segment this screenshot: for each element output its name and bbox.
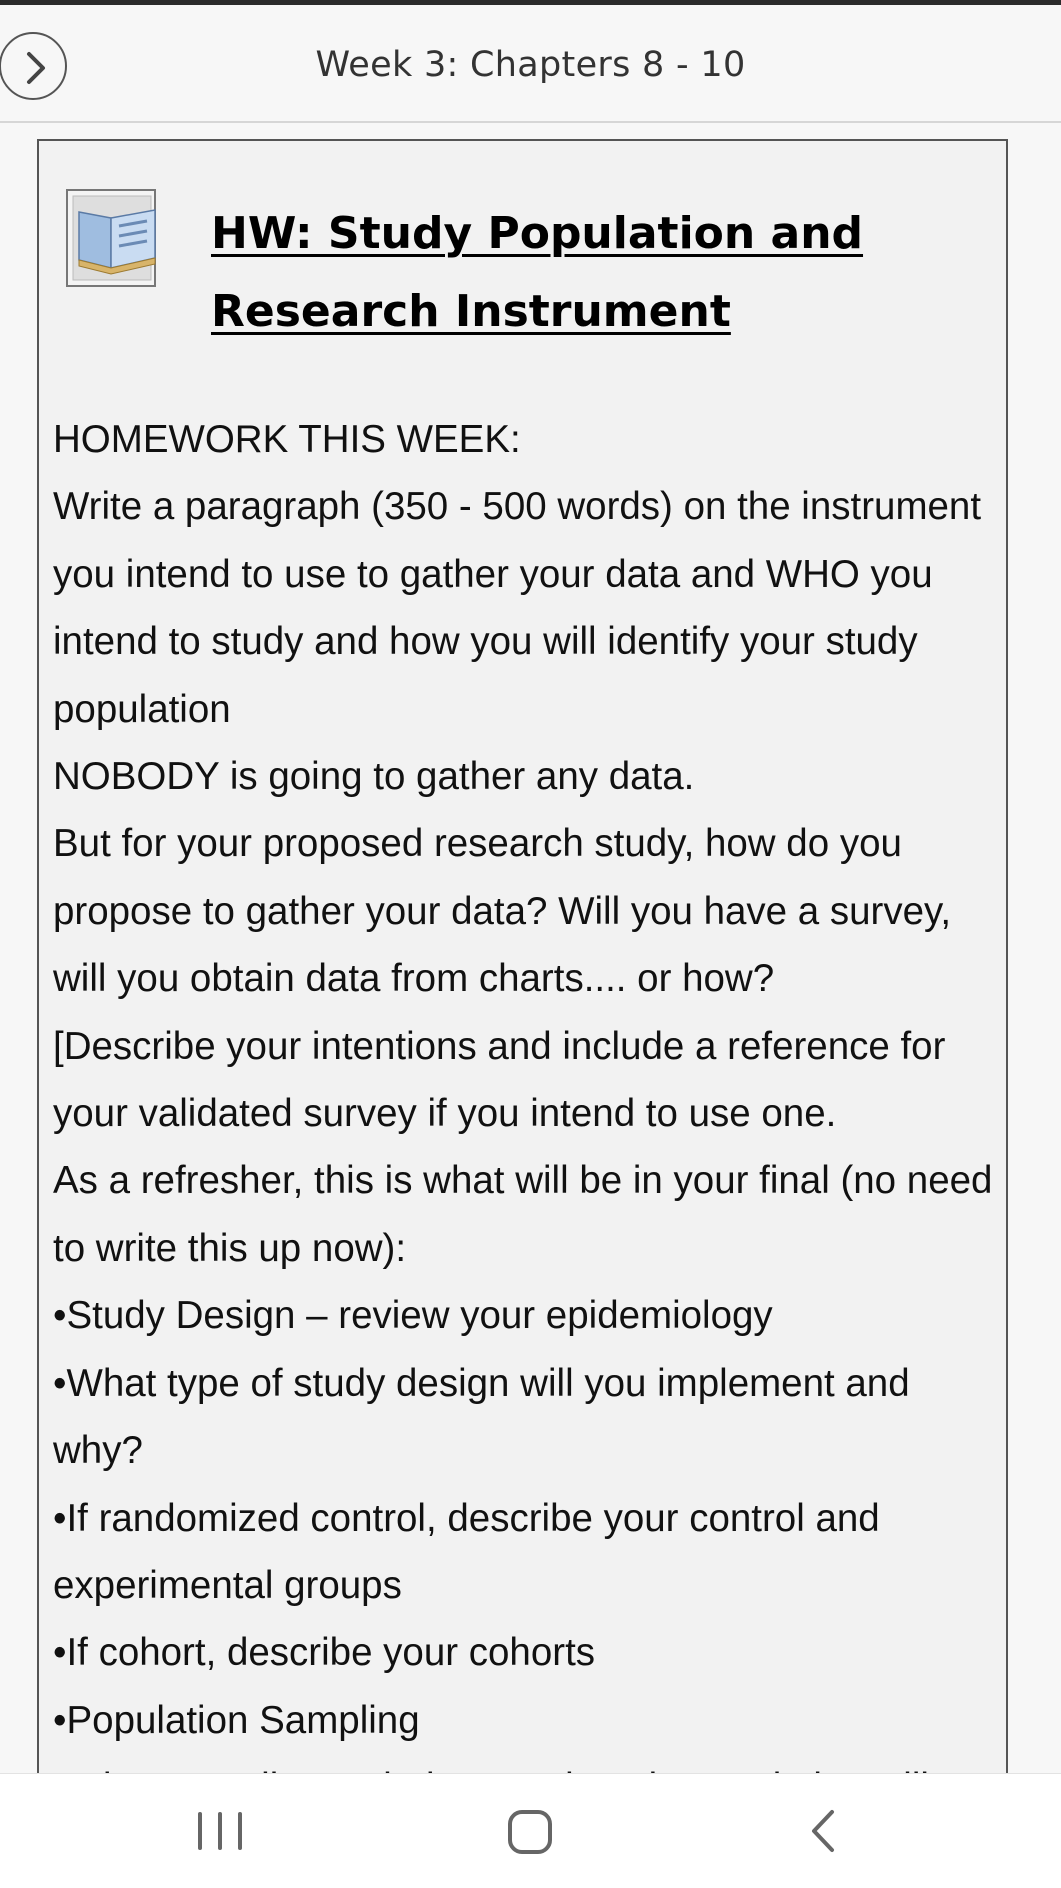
header-bar xyxy=(0,5,1061,123)
page-title: Week 3: Chapters 8 - 10 xyxy=(315,45,746,85)
paragraph: But for your proposed research study, how do you propose to gather your data? Will you have a survey, will you obtain data from charts.... or how? xyxy=(53,822,952,1001)
paragraph: As a refresher, this is what will be in your final (no need to write this up now): xyxy=(53,1159,993,1270)
paragraph: [Describe your intentions and include a reference for your validated survey if you intend to use one. xyxy=(53,1024,946,1136)
bullet-item: •Study Design – review your epidemiology xyxy=(53,1294,773,1338)
homework-description xyxy=(53,406,1003,1888)
document-icon xyxy=(65,188,161,288)
bullet-item: •Population Sampling xyxy=(53,1698,420,1742)
back-icon[interactable] xyxy=(782,1774,862,1888)
bullet-item: •If randomized control, describe your control and experimental groups xyxy=(53,1496,880,1607)
bullet-item: •What type of study design will you implement and why? xyxy=(53,1361,910,1473)
system-navigation-bar xyxy=(0,1773,1061,1888)
homework-title-link[interactable]: HW: Study Population and Research Instrument xyxy=(211,208,864,337)
recent-apps-icon[interactable] xyxy=(180,1774,260,1888)
paragraph: Write a paragraph (350 - 500 words) on the instrument you intend to use to gather your data and WHO you intend to study and how you will identify your study population xyxy=(53,485,982,731)
paragraph: NOBODY is going to gather any data. xyxy=(53,755,695,799)
home-icon[interactable] xyxy=(490,1774,570,1888)
paragraph: HOMEWORK THIS WEEK: xyxy=(53,418,521,461)
bullet-item: •If cohort, describe your cohorts xyxy=(53,1631,596,1675)
content-panel xyxy=(37,139,1008,1888)
